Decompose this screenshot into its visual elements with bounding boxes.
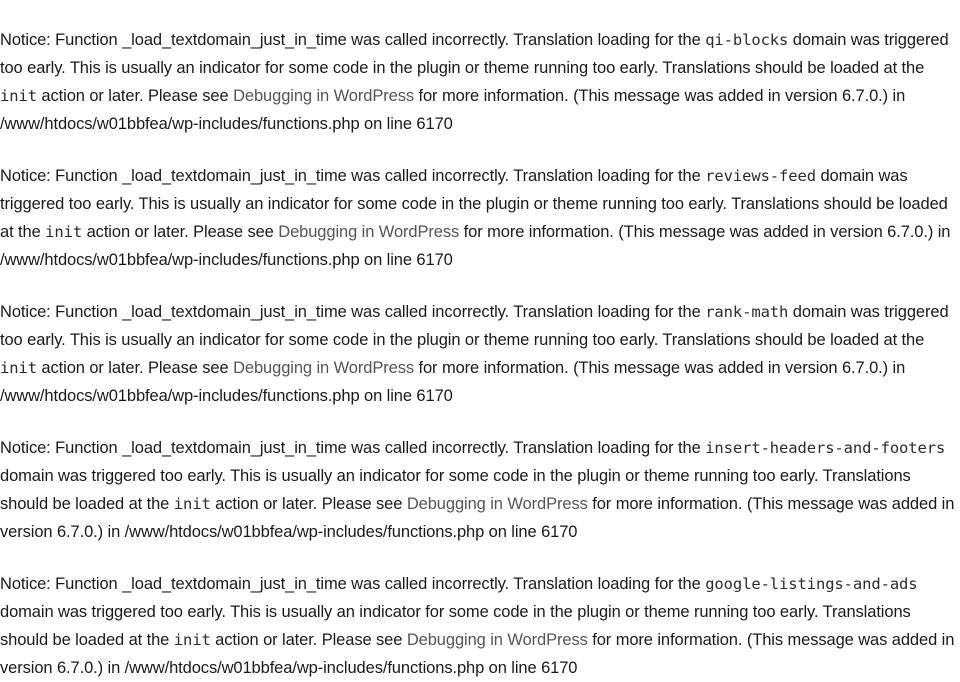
php-notice-insert-headers-and-footers	[0, 434, 960, 546]
notice-label: Notice	[0, 167, 47, 185]
notice-text: domain was triggered too early. This is usually an indicator for some code in the plugin or theme running too early. Translations should be loaded at the	[0, 31, 949, 77]
notice-label: Notice	[0, 439, 47, 457]
notice-text: action or later. Please see	[210, 631, 407, 649]
notice-text: Function _load_textdomain_just_in_time was called incorrectly. Translation loading for the	[55, 31, 706, 49]
notice-text: domain was triggered too early. This is usually an indicator for some code in the plugin or theme running too early. Translations should be loaded at the	[0, 603, 911, 649]
notice-separator: :	[46, 303, 56, 321]
notice-text: for more information. (This message was added in version 6.7.0.) in /www/htdocs/w01bbfea/wp-includes/functions.php on line 6170	[0, 631, 955, 677]
debugging-in-wordpress-link[interactable]: Debugging in WordPress	[406, 631, 588, 649]
notice-label: Notice	[0, 303, 47, 321]
notice-text: domain was triggered too early. This is usually an indicator for some code in the plugin or theme running too early. Translations should be loaded at the	[0, 167, 948, 241]
notice-text: Function _load_textdomain_just_in_time was called incorrectly. Translation loading for the	[55, 303, 706, 321]
init-hook-code: init	[45, 223, 83, 241]
notice-text: for more information. (This message was added in version 6.7.0.) in /www/htdocs/w01bbfea/wp-includes/functions.php on line 6170	[0, 495, 955, 541]
notice-text: action or later. Please see	[36, 87, 234, 105]
init-hook-code: init	[173, 495, 211, 513]
notice-text: action or later. Please see	[36, 359, 234, 377]
php-notice-rank-math	[0, 298, 960, 410]
notice-text: action or later. Please see	[82, 223, 279, 241]
debugging-in-wordpress-link[interactable]: Debugging in WordPress	[233, 87, 415, 105]
notice-text: for more information. (This message was added in version 6.7.0.) in /www/htdocs/w01bbfea/wp-includes/functions.php on line 6170	[0, 87, 906, 133]
init-hook-code: init	[0, 87, 37, 105]
notice-text: Function _load_textdomain_just_in_time was called incorrectly. Translation loading for the	[55, 575, 706, 593]
php-notice-reviews-feed	[0, 162, 960, 274]
notice-text: domain was triggered too early. This is usually an indicator for some code in the plugin or theme running too early. Translations should be loaded at the	[0, 303, 949, 349]
notice-text: action or later. Please see	[210, 495, 407, 513]
notice-separator: :	[46, 439, 56, 457]
notice-separator: :	[46, 575, 56, 593]
php-notice-output	[0, 26, 960, 677]
notice-text: Function _load_textdomain_just_in_time was called incorrectly. Translation loading for the	[55, 167, 706, 185]
notice-separator: :	[46, 31, 56, 49]
notice-separator: :	[46, 167, 56, 185]
notice-text: domain was triggered too early. This is usually an indicator for some code in the plugin or theme running too early. Translations should be loaded at the	[0, 467, 911, 513]
notice-text: for more information. (This message was added in version 6.7.0.) in /www/htdocs/w01bbfea/wp-includes/functions.php on line 6170	[0, 359, 906, 405]
init-hook-code: init	[0, 359, 37, 377]
notice-label: Notice	[0, 575, 47, 593]
notice-text: for more information. (This message was added in version 6.7.0.) in /www/htdocs/w01bbfea/wp-includes/functions.php on line 6170	[0, 223, 951, 269]
debugging-in-wordpress-link[interactable]: Debugging in WordPress	[406, 495, 588, 513]
textdomain-code: reviews-feed	[705, 167, 816, 185]
textdomain-code: rank-math	[705, 303, 789, 321]
textdomain-code: insert-headers-and-footers	[705, 439, 946, 457]
php-notice-qi-blocks	[0, 26, 960, 138]
textdomain-code: qi-blocks	[705, 31, 789, 49]
php-notice-google-listings-and-ads	[0, 570, 960, 682]
notice-text: Function _load_textdomain_just_in_time was called incorrectly. Translation loading for the	[55, 439, 706, 457]
debugging-in-wordpress-link[interactable]: Debugging in WordPress	[233, 359, 415, 377]
textdomain-code: google-listings-and-ads	[705, 575, 918, 593]
debugging-in-wordpress-link[interactable]: Debugging in WordPress	[278, 223, 460, 241]
notice-label: Notice	[0, 31, 47, 49]
init-hook-code: init	[173, 631, 211, 649]
